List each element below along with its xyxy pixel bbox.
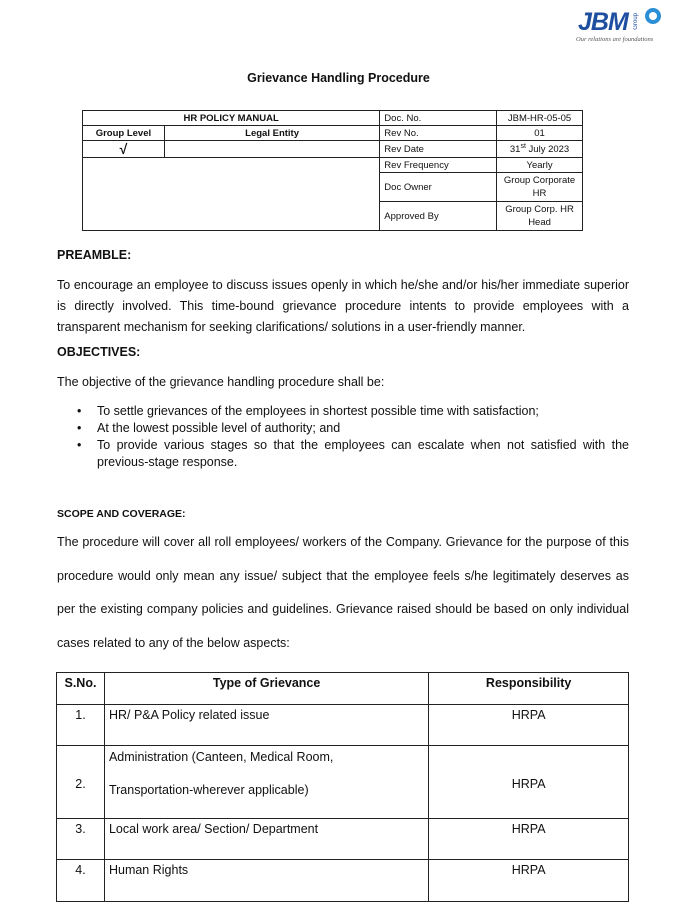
scope-text: The procedure will cover all roll employees/ workers of the Company. Grievance for the purpose of this procedure would only mean any issue/ subject that the employee feels s/he legitimately deserves as per the existing company policies and guidelines. Grievance raised should be based on only individual cases related to any of the below aspects: (57, 535, 629, 650)
objectives-heading: OBJECTIVES: (57, 345, 141, 359)
resp-cell: HRPA (429, 819, 629, 860)
type-cell (104, 746, 428, 819)
grievance-table (56, 672, 629, 902)
meta-value: Yearly (497, 158, 583, 173)
objective-text: To provide various stages so that the employees can escalate when not satisfied with the previous-stage response. (97, 438, 629, 469)
group-level-check: √ (83, 141, 165, 158)
document-title: Grievance Handling Procedure (247, 71, 430, 85)
objectives-list (57, 403, 629, 471)
rev-date-rest: July 2023 (525, 144, 570, 156)
meta-value: Group Corp. HR Head (497, 202, 583, 231)
sno-cell: 1. (57, 705, 105, 746)
table-row (57, 819, 629, 860)
company-logo (570, 6, 670, 46)
type-cell: Local work area/ Section/ Department (104, 819, 428, 860)
col-header-responsibility: Responsibility (429, 673, 629, 705)
blank-cell (83, 158, 380, 231)
meta-label: Rev Frequency (380, 158, 497, 173)
preamble-text: To encourage an employee to discuss issues openly in which he/she and/or his/her immediate superior is directly involved. This time-bound grievance procedure intents to provide employees with a transparent mechanism for seeking clarifications/ solutions in a user-friendly manner. (57, 278, 629, 334)
table-row (57, 860, 629, 902)
col-header-type: Type of Grievance (104, 673, 428, 705)
sno-cell: 3. (57, 819, 105, 860)
manual-title: HR POLICY MANUAL (83, 111, 380, 126)
meta-value: JBM-HR-05-05 (497, 111, 583, 126)
sno-cell: 2. (57, 746, 105, 819)
sno-cell: 4. (57, 860, 105, 902)
scope-heading: SCOPE AND COVERAGE: (57, 508, 186, 520)
meta-label: Approved By (380, 202, 497, 231)
resp-cell: HRPA (429, 860, 629, 902)
list-item (57, 403, 629, 420)
objectives-intro: The objective of the grievance handling procedure shall be: (57, 375, 385, 389)
meta-value: Group Corporate HR (497, 173, 583, 202)
logo-tagline: Our relations are foundations (576, 36, 654, 43)
list-item (57, 420, 629, 437)
objective-text: To settle grievances of the employees in shortest possible time with satisfaction; (97, 404, 539, 418)
logo-group: Group (633, 13, 639, 30)
resp-cell: HRPA (429, 746, 629, 819)
rev-date-suffix: st (520, 142, 526, 150)
type-line: Administration (Canteen, Medical Room, (108, 750, 334, 764)
logo-brand: JBM (578, 8, 628, 36)
bullet-icon: • (77, 421, 82, 435)
objective-text: At the lowest possible level of authority; and (97, 421, 341, 435)
policy-meta-table (82, 110, 583, 231)
bullet-icon: • (77, 404, 82, 418)
rev-date-value (497, 141, 583, 158)
meta-label: Rev Date (380, 141, 497, 158)
meta-value: 01 (497, 126, 583, 141)
col-header-sno: S.No. (57, 673, 105, 705)
list-item (57, 437, 629, 471)
legal-entity-header: Legal Entity (164, 126, 379, 141)
legal-entity-cell (164, 141, 379, 158)
resp-cell: HRPA (429, 705, 629, 746)
type-cell: HR/ P&A Policy related issue (104, 705, 428, 746)
table-header-row (57, 673, 629, 705)
rev-date-day: 31 (509, 144, 521, 156)
meta-label: Doc. No. (380, 111, 497, 126)
meta-label: Doc Owner (380, 173, 497, 202)
bullet-icon: • (77, 438, 82, 452)
type-line: Transportation-wherever applicable) (108, 783, 309, 797)
meta-label: Rev No. (380, 126, 497, 141)
preamble-heading: PREAMBLE: (57, 248, 132, 262)
logo-dot-icon (645, 8, 661, 24)
table-row (57, 705, 629, 746)
table-row (57, 746, 629, 819)
group-level-header: Group Level (83, 126, 165, 141)
type-cell: Human Rights (104, 860, 428, 902)
